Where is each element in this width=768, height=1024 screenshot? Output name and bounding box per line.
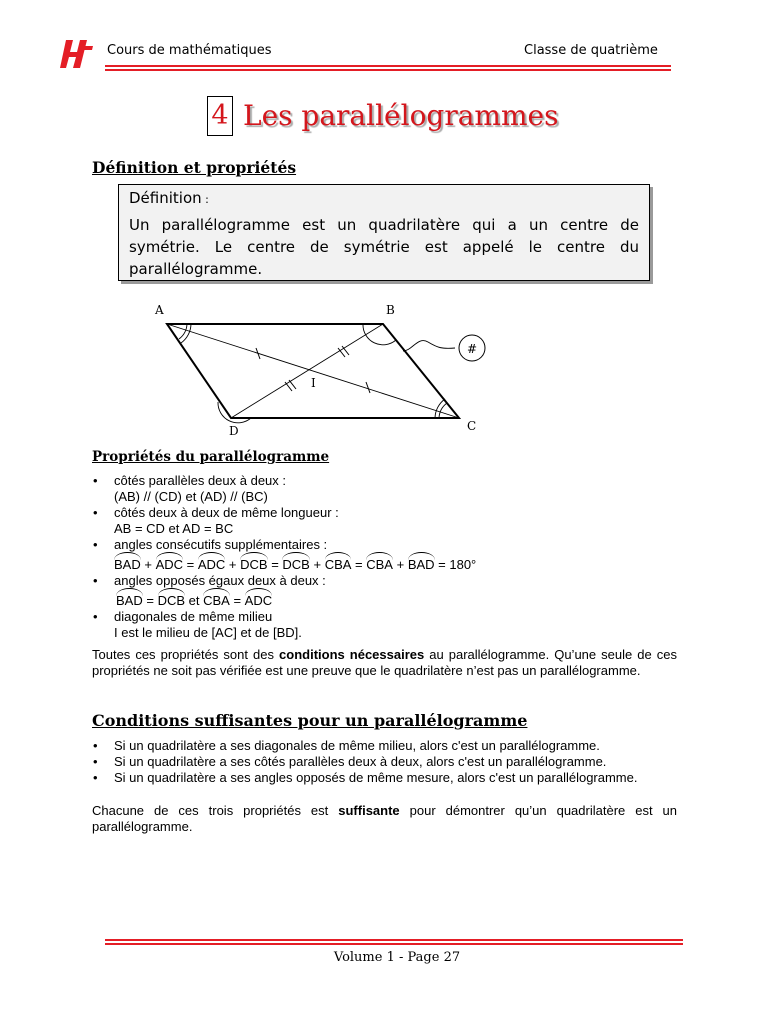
hash-label: # [467, 342, 478, 356]
list-item: • Si un quadrilatère a ses diagonales de même milieu, alors c'est un parallélogramme. [92, 738, 677, 754]
vertex-a-label: A [155, 303, 164, 317]
header-class: Classe de quatrième [524, 43, 658, 58]
definition-label: Définition : [129, 189, 209, 207]
list-item: • côtés deux à deux de même longueur : AB = CD et AD = BC [92, 505, 682, 537]
header-rule-bottom [105, 69, 671, 71]
vertex-d-label: D [229, 424, 239, 438]
supplementary-equation: BAD + ADC = ADC + DCB = DCB + CBA = CBA + BAD = 180° [114, 557, 477, 572]
sufficient-list [92, 738, 677, 786]
diagonal-ac [167, 324, 459, 418]
footer-rule-bottom [105, 943, 683, 945]
list-item: • angles consécutifs supplémentaires : BAD + ADC = ADC + DCB = DCB + CBA = CBA + BAD = 180° [92, 537, 682, 573]
parallelogram-figure [150, 296, 500, 446]
vertex-b-label: B [386, 303, 395, 317]
diagonal-bd [231, 324, 383, 418]
definition-text: Un parallélogramme est un quadrilatère qui a un centre de symétrie. Le centre de symétrie est appelé le centre du parallélogramme. [129, 216, 639, 278]
chapter-number: 4 [207, 96, 233, 136]
section-heading-sufficient: Conditions suffisantes pour un parallélogramme [92, 711, 528, 730]
list-item: • côtés parallèles deux à deux : (AB) // (CD) et (AD) // (BC) [92, 473, 682, 505]
necessary-conditions-paragraph: Toutes ces propriétés sont des conditions nécessaires au parallélogramme. Qu’une seule de ces propriétés ne soit pas vérifiée est une preuve que le quadrilatère n’est pas un parallélogramme. [92, 647, 677, 678]
vertex-c-label: C [467, 419, 477, 433]
list-item: • Si un quadrilatère a ses angles opposés de même mesure, alors c'est un parallélogramme. [92, 770, 677, 786]
page-title: Les parallélogrammes [243, 99, 559, 132]
properties-heading: Propriétés du parallélogramme [92, 449, 330, 465]
logo [60, 38, 94, 70]
list-item: • diagonales de même milieu I est le milieu de [AC] et de [BD]. [92, 609, 682, 641]
properties-list [92, 473, 682, 641]
list-item: • Si un quadrilatère a ses côtés parallèles deux à deux, alors c'est un parallélogramme. [92, 754, 677, 770]
page-footer: Volume 1 - Page 27 [333, 950, 461, 965]
sufficient-paragraph: Chacune de ces trois propriétés est suffisante pour démontrer qu’un quadrilatère est un parallélogramme. [92, 803, 677, 834]
list-item: • angles opposés égaux deux à deux : BAD = DCB et CBA = ADC [92, 573, 682, 609]
logo-icon [60, 38, 94, 70]
header-course: Cours de mathématiques [107, 43, 272, 58]
footer-rule-top [105, 939, 683, 941]
center-i-label: I [311, 376, 316, 390]
opposite-angles-equation: BAD = DCB et CBA = ADC [116, 593, 273, 608]
definition-box [118, 184, 650, 281]
section-heading-definition: Définition et propriétés [92, 158, 297, 177]
header-rule-top [105, 65, 671, 67]
